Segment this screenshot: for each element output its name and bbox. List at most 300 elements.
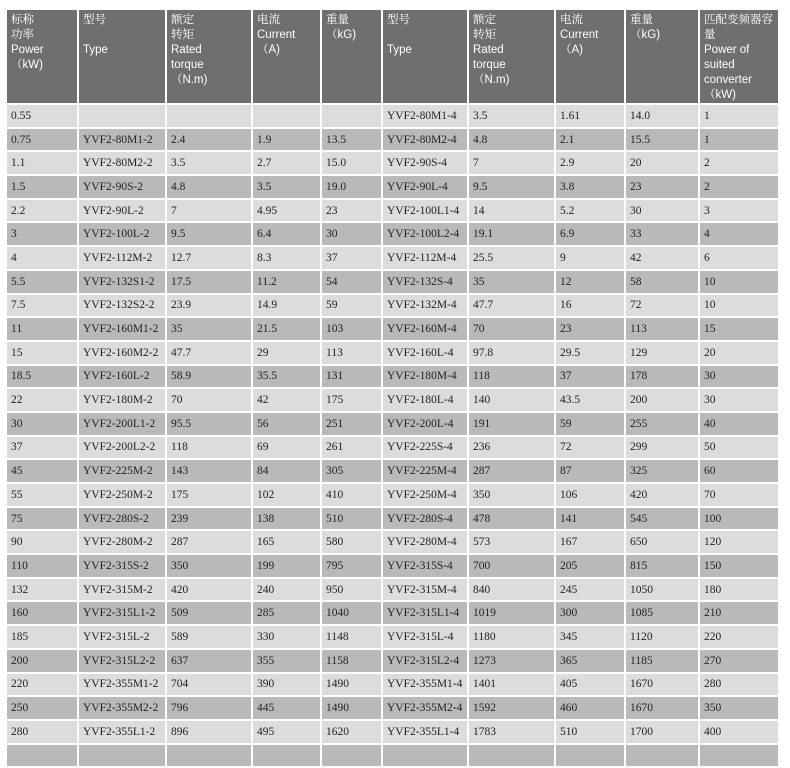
cell-converter-power: 6 [699,246,779,270]
header-line: torque [171,59,204,71]
cell-type-2pole: YVF2-200L1-2 [78,412,166,436]
cell-weight-4pole: 1185 [625,649,699,673]
cell-torque-4pole: 47.7 [468,294,555,318]
cell-weight-2pole: 305 [321,459,382,483]
cell-converter-power [699,744,779,768]
table-row [6,270,779,294]
cell-type-4pole: YVF2-225M-4 [382,459,468,483]
cell-weight-4pole: 1670 [625,673,699,697]
cell-power: 15 [6,341,78,365]
cell-weight-2pole: 251 [321,412,382,436]
cell-power: 5.5 [6,270,78,294]
cell-type-2pole: YVF2-315L-2 [78,625,166,649]
cell-current-2pole [252,104,321,128]
table-row [6,578,779,602]
table-row [6,530,779,554]
cell-weight-4pole: 72 [625,294,699,318]
cell-type-4pole [382,744,468,768]
cell-type-2pole: YVF2-315M-2 [78,578,166,602]
cell-torque-4pole: 35 [468,270,555,294]
cell-power: 160 [6,601,78,625]
cell-current-4pole: 106 [555,483,625,507]
cell-current-2pole: 11.2 [252,270,321,294]
header-line: 功率 [11,29,34,41]
cell-torque-4pole: 700 [468,554,555,578]
header-line: 型号 [83,14,106,26]
cell-type-4pole: YVF2-180M-4 [382,365,468,389]
cell-current-4pole: 510 [555,720,625,744]
cell-weight-4pole: 20 [625,151,699,175]
cell-converter-power: 10 [699,294,779,318]
cell-type-4pole: YVF2-225S-4 [382,436,468,460]
cell-weight-2pole: 410 [321,483,382,507]
cell-weight-4pole: 420 [625,483,699,507]
cell-weight-2pole: 54 [321,270,382,294]
cell-type-4pole: YVF2-112M-4 [382,246,468,270]
cell-type-2pole: YVF2-355M2-2 [78,696,166,720]
cell-current-2pole: 29 [252,341,321,365]
cell-torque-4pole: 19.1 [468,222,555,246]
header-current-2pole [252,9,321,104]
cell-current-4pole: 37 [555,365,625,389]
cell-torque-4pole: 573 [468,530,555,554]
cell-current-4pole: 345 [555,625,625,649]
header-line: converter [704,74,752,86]
cell-converter-power: 220 [699,625,779,649]
cell-power: 185 [6,625,78,649]
cell-torque-2pole: 118 [166,436,252,460]
table-row [6,222,779,246]
header-torque-2pole [166,9,252,104]
cell-current-2pole: 6.4 [252,222,321,246]
table-row [6,104,779,128]
cell-power: 4 [6,246,78,270]
cell-torque-4pole: 97.8 [468,341,555,365]
cell-converter-power: 30 [699,365,779,389]
cell-current-4pole: 23 [555,317,625,341]
cell-current-4pole: 29.5 [555,341,625,365]
cell-power: 1.5 [6,175,78,199]
header-line: suited [704,59,735,71]
cell-torque-2pole: 637 [166,649,252,673]
header-line: 重量 [630,14,653,26]
cell-weight-2pole: 795 [321,554,382,578]
cell-type-2pole: YVF2-180M-2 [78,388,166,412]
cell-torque-4pole [468,744,555,768]
cell-converter-power: 270 [699,649,779,673]
cell-type-2pole: YVF2-315L1-2 [78,601,166,625]
cell-current-2pole: 138 [252,507,321,531]
cell-type-2pole: YVF2-160L-2 [78,365,166,389]
cell-torque-4pole: 3.5 [468,104,555,128]
cell-torque-2pole: 175 [166,483,252,507]
cell-power: 55 [6,483,78,507]
cell-current-4pole: 5.2 [555,199,625,223]
cell-converter-power: 350 [699,696,779,720]
cell-weight-2pole: 950 [321,578,382,602]
cell-torque-2pole: 17.5 [166,270,252,294]
table-row [6,151,779,175]
cell-current-2pole: 102 [252,483,321,507]
cell-current-4pole: 12 [555,270,625,294]
cell-converter-power: 60 [699,459,779,483]
cell-type-2pole: YVF2-355L1-2 [78,720,166,744]
cell-torque-4pole: 70 [468,317,555,341]
header-current-4pole [555,9,625,104]
header-line: Rated [171,44,202,56]
cell-current-4pole: 6.9 [555,222,625,246]
header-line: torque [473,59,506,71]
header-line: 额定 [171,14,194,26]
cell-torque-4pole: 14 [468,199,555,223]
header-type-2pole [78,9,166,104]
cell-current-2pole: 35.5 [252,365,321,389]
cell-weight-2pole: 37 [321,246,382,270]
cell-converter-power: 10 [699,270,779,294]
cell-torque-2pole: 70 [166,388,252,412]
cell-current-4pole: 167 [555,530,625,554]
cell-current-2pole: 84 [252,459,321,483]
header-line: 匹配变频器容量 [704,14,773,41]
table-row [6,483,779,507]
cell-weight-2pole: 13.5 [321,128,382,152]
cell-type-2pole: YVF2-200L2-2 [78,436,166,460]
cell-type-4pole: YVF2-250M-4 [382,483,468,507]
cell-current-2pole: 199 [252,554,321,578]
cell-torque-4pole: 1592 [468,696,555,720]
cell-power: 7.5 [6,294,78,318]
cell-torque-2pole: 7 [166,199,252,223]
cell-type-4pole: YVF2-132S-4 [382,270,468,294]
cell-torque-2pole: 12.7 [166,246,252,270]
table-row [6,744,779,768]
cell-weight-4pole: 58 [625,270,699,294]
cell-weight-2pole: 103 [321,317,382,341]
cell-weight-4pole: 325 [625,459,699,483]
cell-weight-4pole: 129 [625,341,699,365]
header-line: 转矩 [171,29,194,41]
cell-current-2pole: 2.7 [252,151,321,175]
cell-converter-power: 40 [699,412,779,436]
cell-current-2pole: 445 [252,696,321,720]
header-line: Current [560,29,599,41]
cell-power: 75 [6,507,78,531]
cell-type-4pole: YVF2-160M-4 [382,317,468,341]
cell-converter-power: 100 [699,507,779,531]
cell-weight-2pole: 1158 [321,649,382,673]
cell-torque-4pole: 287 [468,459,555,483]
cell-weight-2pole: 261 [321,436,382,460]
cell-power: 220 [6,673,78,697]
table-row [6,554,779,578]
cell-current-4pole [555,744,625,768]
header-line: （N.m) [171,74,208,86]
cell-current-4pole: 365 [555,649,625,673]
header-line: Power of [704,44,750,56]
table-row [6,507,779,531]
cell-power: 90 [6,530,78,554]
cell-converter-power: 30 [699,388,779,412]
cell-type-2pole: YVF2-225M-2 [78,459,166,483]
cell-converter-power: 150 [699,554,779,578]
cell-current-4pole: 72 [555,436,625,460]
cell-current-2pole: 355 [252,649,321,673]
cell-current-4pole: 245 [555,578,625,602]
cell-weight-2pole: 510 [321,507,382,531]
header-line: 标称 [11,14,34,26]
cell-converter-power: 280 [699,673,779,697]
table-row [6,412,779,436]
cell-torque-2pole: 509 [166,601,252,625]
header-line: （kW) [11,59,43,71]
cell-type-4pole: YVF2-200L-4 [382,412,468,436]
cell-converter-power: 180 [699,578,779,602]
cell-weight-2pole: 1148 [321,625,382,649]
cell-torque-4pole: 9.5 [468,175,555,199]
cell-power [6,744,78,768]
cell-type-2pole: YVF2-80M2-2 [78,151,166,175]
table-row [6,365,779,389]
header-line: Type [83,44,108,56]
cell-weight-4pole: 178 [625,365,699,389]
cell-converter-power: 2 [699,175,779,199]
cell-converter-power: 70 [699,483,779,507]
cell-torque-4pole: 1783 [468,720,555,744]
header-line: （kG) [326,29,357,41]
cell-power: 2.2 [6,199,78,223]
cell-type-4pole: YVF2-355L1-4 [382,720,468,744]
cell-torque-4pole: 25.5 [468,246,555,270]
cell-weight-4pole: 815 [625,554,699,578]
motor-spec-table [5,8,780,768]
cell-weight-2pole: 175 [321,388,382,412]
header-line: Current [257,29,296,41]
cell-type-2pole [78,744,166,768]
table-row [6,388,779,412]
cell-type-2pole: YVF2-132S1-2 [78,270,166,294]
cell-torque-4pole: 191 [468,412,555,436]
cell-torque-4pole: 1019 [468,601,555,625]
cell-torque-4pole: 236 [468,436,555,460]
cell-weight-4pole: 1700 [625,720,699,744]
cell-type-4pole: YVF2-80M1-4 [382,104,468,128]
cell-current-2pole: 8.3 [252,246,321,270]
cell-torque-2pole [166,744,252,768]
cell-torque-2pole: 287 [166,530,252,554]
cell-current-2pole: 56 [252,412,321,436]
cell-type-2pole [78,104,166,128]
cell-type-4pole: YVF2-100L2-4 [382,222,468,246]
cell-current-4pole: 59 [555,412,625,436]
cell-weight-2pole: 15.0 [321,151,382,175]
cell-power: 0.55 [6,104,78,128]
cell-type-2pole: YVF2-315L2-2 [78,649,166,673]
cell-power: 18.5 [6,365,78,389]
cell-torque-2pole: 2.4 [166,128,252,152]
header-line: （kG) [630,29,661,41]
cell-type-2pole: YVF2-90L-2 [78,199,166,223]
header-line: 电流 [560,14,583,26]
cell-torque-4pole: 118 [468,365,555,389]
cell-type-4pole: YVF2-160L-4 [382,341,468,365]
cell-current-4pole: 205 [555,554,625,578]
cell-type-4pole: YVF2-355M1-4 [382,673,468,697]
cell-torque-4pole: 1180 [468,625,555,649]
cell-converter-power: 1 [699,104,779,128]
header-weight-4pole [625,9,699,104]
cell-converter-power: 210 [699,601,779,625]
cell-power: 11 [6,317,78,341]
cell-converter-power: 400 [699,720,779,744]
cell-weight-4pole: 15.5 [625,128,699,152]
cell-type-4pole: YVF2-315M-4 [382,578,468,602]
cell-converter-power: 4 [699,222,779,246]
header-torque-4pole [468,9,555,104]
header-line: Type [387,44,412,56]
cell-type-4pole: YVF2-315L-4 [382,625,468,649]
cell-weight-4pole: 545 [625,507,699,531]
header-line: （A) [560,44,583,56]
table-row [6,246,779,270]
cell-torque-2pole: 143 [166,459,252,483]
cell-type-2pole: YVF2-280M-2 [78,530,166,554]
cell-type-4pole: YVF2-132M-4 [382,294,468,318]
cell-weight-2pole: 1040 [321,601,382,625]
header-line [387,28,467,43]
header-line: 重量 [326,14,349,26]
cell-current-4pole: 405 [555,673,625,697]
cell-weight-4pole: 299 [625,436,699,460]
cell-type-2pole: YVF2-80M1-2 [78,128,166,152]
cell-power: 110 [6,554,78,578]
cell-type-2pole: YVF2-160M2-2 [78,341,166,365]
table-row [6,175,779,199]
cell-torque-4pole: 350 [468,483,555,507]
cell-weight-2pole: 131 [321,365,382,389]
cell-weight-2pole [321,744,382,768]
cell-current-4pole: 16 [555,294,625,318]
cell-current-4pole: 9 [555,246,625,270]
cell-current-2pole: 495 [252,720,321,744]
cell-power: 280 [6,720,78,744]
cell-torque-4pole: 4.8 [468,128,555,152]
cell-weight-2pole: 23 [321,199,382,223]
cell-torque-2pole: 3.5 [166,151,252,175]
cell-weight-4pole: 1050 [625,578,699,602]
cell-converter-power: 2 [699,151,779,175]
header-weight-2pole [321,9,382,104]
cell-torque-4pole: 140 [468,388,555,412]
cell-torque-2pole: 420 [166,578,252,602]
cell-type-4pole: YVF2-280M-4 [382,530,468,554]
cell-weight-4pole: 113 [625,317,699,341]
cell-type-4pole: YVF2-315S-4 [382,554,468,578]
cell-power: 45 [6,459,78,483]
cell-weight-2pole: 1490 [321,673,382,697]
cell-weight-4pole: 200 [625,388,699,412]
cell-type-4pole: YVF2-90L-4 [382,175,468,199]
cell-current-2pole: 14.9 [252,294,321,318]
cell-torque-4pole: 478 [468,507,555,531]
cell-type-4pole: YVF2-180L-4 [382,388,468,412]
cell-weight-4pole: 14.0 [625,104,699,128]
header-converter-power [699,9,779,104]
cell-weight-2pole [321,104,382,128]
table-row [6,199,779,223]
cell-torque-4pole: 1273 [468,649,555,673]
table-row [6,294,779,318]
table-row [6,625,779,649]
cell-torque-2pole [166,104,252,128]
table-row [6,649,779,673]
cell-power: 1.1 [6,151,78,175]
cell-weight-2pole: 1620 [321,720,382,744]
cell-torque-2pole: 9.5 [166,222,252,246]
cell-converter-power: 120 [699,530,779,554]
cell-current-4pole: 43.5 [555,388,625,412]
cell-torque-2pole: 58.9 [166,365,252,389]
table-row [6,436,779,460]
table-row [6,341,779,365]
header-line: 型号 [387,14,410,26]
cell-torque-2pole: 350 [166,554,252,578]
cell-weight-2pole: 30 [321,222,382,246]
cell-weight-4pole: 1120 [625,625,699,649]
cell-power: 250 [6,696,78,720]
table-row [6,317,779,341]
cell-type-4pole: YVF2-280S-4 [382,507,468,531]
cell-converter-power: 50 [699,436,779,460]
cell-torque-2pole: 796 [166,696,252,720]
cell-current-2pole: 390 [252,673,321,697]
cell-torque-2pole: 23.9 [166,294,252,318]
cell-current-2pole: 240 [252,578,321,602]
cell-weight-4pole: 1085 [625,601,699,625]
cell-weight-4pole: 23 [625,175,699,199]
cell-torque-2pole: 95.5 [166,412,252,436]
table-row [6,673,779,697]
cell-current-2pole: 3.5 [252,175,321,199]
cell-power: 3 [6,222,78,246]
header-type-4pole [382,9,468,104]
cell-current-4pole: 460 [555,696,625,720]
header-line: （N.m) [473,74,510,86]
cell-power: 0.75 [6,128,78,152]
cell-type-2pole: YVF2-355M1-2 [78,673,166,697]
table-row [6,601,779,625]
cell-torque-2pole: 239 [166,507,252,531]
cell-current-2pole: 69 [252,436,321,460]
header-line: （kW) [704,89,736,101]
cell-current-2pole [252,744,321,768]
cell-power: 30 [6,412,78,436]
header-line: Power [11,44,44,56]
cell-power: 22 [6,388,78,412]
cell-weight-4pole [625,744,699,768]
cell-power: 132 [6,578,78,602]
cell-torque-2pole: 589 [166,625,252,649]
cell-current-4pole: 2.9 [555,151,625,175]
cell-type-2pole: YVF2-250M-2 [78,483,166,507]
header-line: 额定 [473,14,496,26]
table-row [6,720,779,744]
cell-weight-2pole: 19.0 [321,175,382,199]
cell-weight-4pole: 42 [625,246,699,270]
header-line: （A) [257,44,280,56]
cell-current-4pole: 141 [555,507,625,531]
cell-weight-4pole: 255 [625,412,699,436]
cell-torque-4pole: 1401 [468,673,555,697]
